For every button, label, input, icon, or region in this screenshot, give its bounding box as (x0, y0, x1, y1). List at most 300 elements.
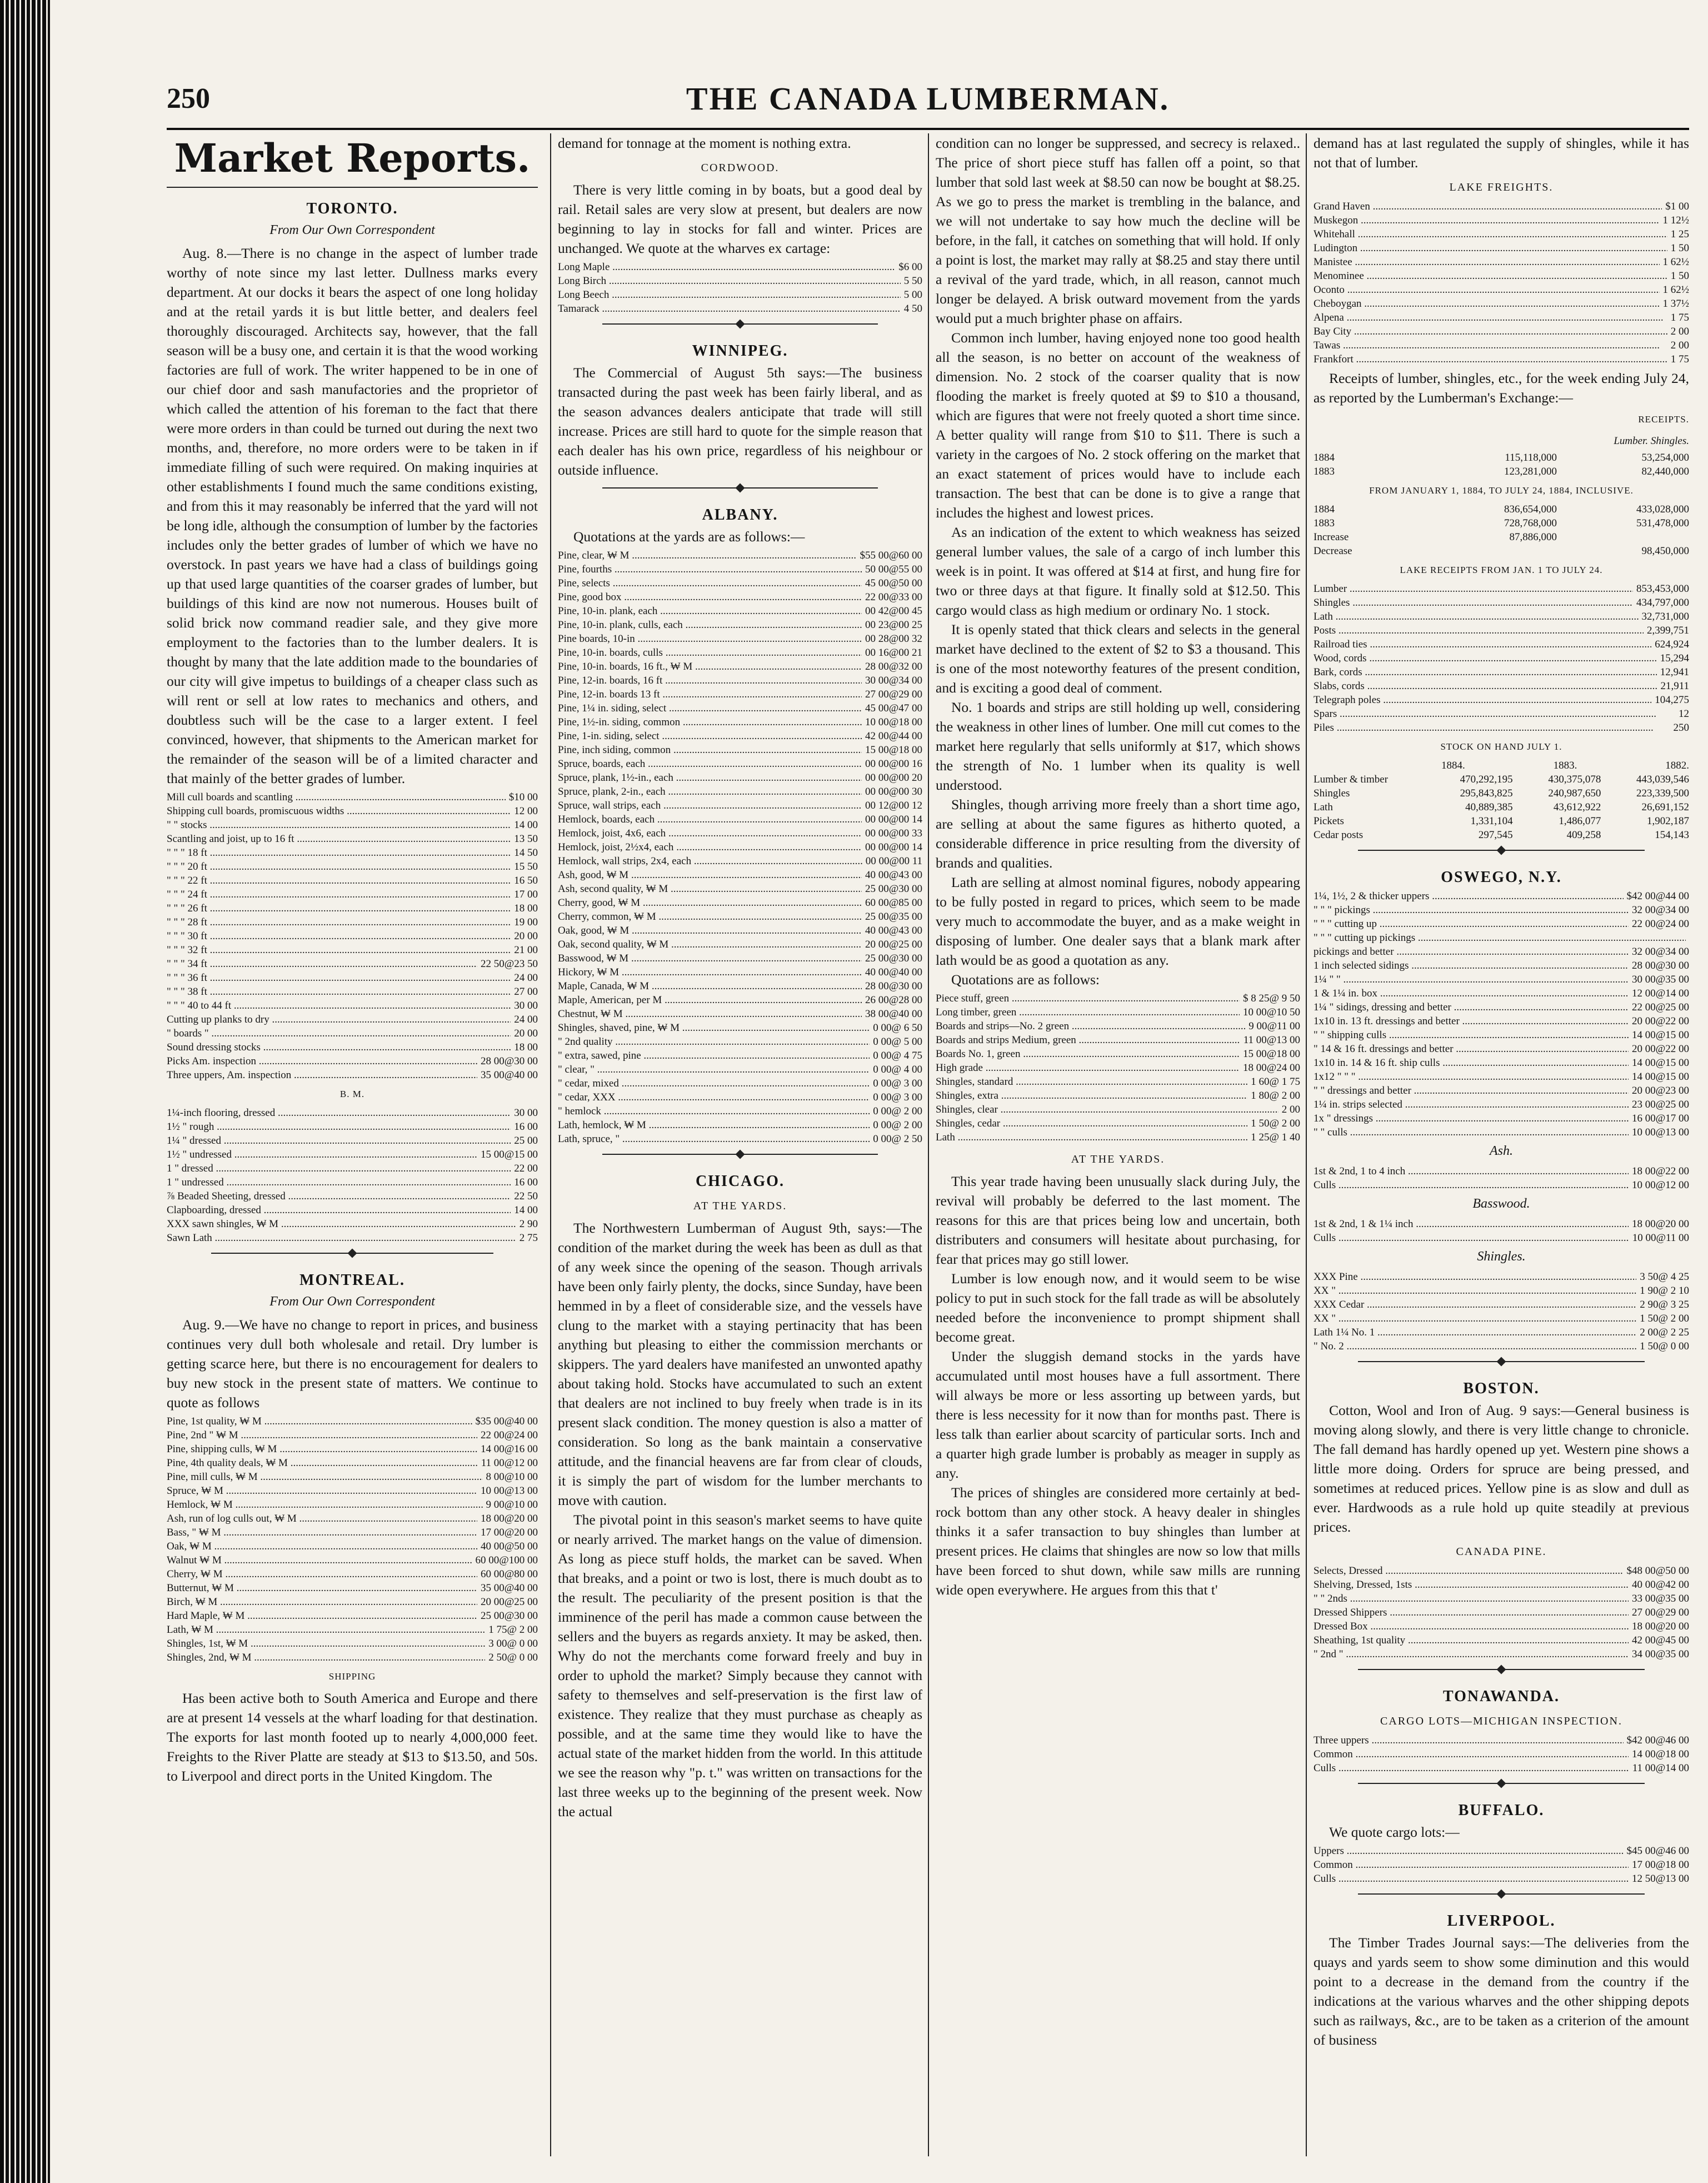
row-value: 1 75 (1670, 353, 1689, 365)
chicago-cont-para-1: condition can no longer be suppressed, and secrecy is relaxed.. The price of short piece stuff has fallen off a point, so that lumber that sold last week at $8.50 can now be bought at $8.25. As we go to press the market is trembling in the balance, and we will not undertake to say how much the decline will be before, in the fall, it catches on something that will hold. If only a point is lost, the market may rally at $8.25 and stay there until a revival of the yard trade, which, in all reason, cannot much longer be delayed. A brisk outward movement from the yards would put a much brighter phase on affairs. (936, 135, 1300, 326)
row-label: Frankfort ..... (1314, 352, 1667, 366)
row-value: 17 00@18 00 (1632, 1859, 1689, 1871)
row-label: Long Birch ..... (558, 274, 901, 288)
row-value: 17 00@20 00 (481, 1527, 538, 1538)
row-label: Culls ..... (1314, 1761, 1629, 1775)
table-row (558, 868, 922, 882)
row-value: $6 00 (898, 261, 922, 273)
row-label: 1¼ " dressed ..... (167, 1134, 511, 1148)
row-label: Pine, clear, ₩ M ..... (558, 549, 857, 562)
table-cell: Decrease (1314, 545, 1352, 557)
row-value: 18 00 (514, 1041, 538, 1053)
table-row (167, 929, 538, 943)
row-value: 35 00@40 00 (481, 1069, 538, 1081)
row-label: Cherry, good, ₩ M ..... (558, 896, 862, 910)
table-row (558, 854, 922, 868)
table-row (1314, 1000, 1689, 1014)
chicago-heading: CHICAGO. (696, 1173, 785, 1190)
table-row (558, 896, 922, 910)
row-value: 33 00@35 00 (1632, 1593, 1689, 1604)
basswood-label: Basswood. (1472, 1197, 1530, 1211)
bm-label: B. M. (339, 1089, 365, 1099)
table-row (558, 576, 922, 590)
row-value: 18 00@22 00 (1632, 1165, 1689, 1177)
row-label: Shingles, clear ..... (936, 1103, 1278, 1117)
table-row (558, 1049, 922, 1063)
table-row (1314, 269, 1689, 283)
tonawanda-table (1314, 1733, 1689, 1775)
stock-years (1314, 759, 1689, 772)
table-row (1314, 800, 1689, 814)
table-cell: 297,545 (1478, 829, 1513, 841)
table-row (167, 999, 538, 1013)
row-label: " " " 32 ft ..... (167, 943, 511, 957)
row-label: Oak, second quality, ₩ M ..... (558, 938, 862, 951)
row-label: " " " 40 to 44 ft ..... (167, 999, 511, 1013)
row-label: 1¼ " sidings, dressing and better ..... (1314, 1000, 1629, 1014)
row-label: Slabs, cords ..... (1314, 679, 1657, 693)
table-row (167, 943, 538, 957)
table-row (167, 957, 538, 971)
row-label: " " " pickings ..... (1314, 903, 1629, 917)
row-label: Telegraph poles ..... (1314, 693, 1651, 707)
row-value: 11 00@13 00 (1243, 1034, 1300, 1046)
row-value: 0 00@ 4 75 (873, 1050, 922, 1061)
table-row (936, 1130, 1300, 1144)
table-row (167, 1068, 538, 1082)
toronto-price-table (167, 790, 538, 1082)
row-label: " " " cutting up pickings ..... (1314, 931, 1686, 945)
table-cell: Lath (1314, 801, 1333, 813)
row-value: 32,731,000 (1641, 611, 1689, 622)
row-value: $55 00@60 00 (860, 550, 922, 561)
row-label: Piles ..... (1314, 721, 1670, 735)
table-row (1314, 693, 1689, 707)
table-row (167, 1148, 538, 1162)
row-label: Pine, 12-in. boards 13 ft ..... (558, 687, 862, 701)
increase-row (1314, 530, 1689, 544)
row-value: 1 80@ 2 00 (1251, 1090, 1300, 1102)
table-cell: 1884 (1314, 504, 1335, 515)
row-value: 60 00@80 00 (481, 1568, 538, 1580)
table-row (1314, 1028, 1689, 1042)
row-value: 00 00@00 14 (865, 841, 922, 853)
table-cell: 430,375,078 (1548, 774, 1601, 785)
row-label: Three uppers, Am. inspection ..... (167, 1068, 477, 1082)
row-label: Ludington ..... (1314, 241, 1667, 255)
table-cell: 40,889,385 (1465, 801, 1513, 813)
table-row (558, 260, 922, 274)
table-row (1314, 973, 1689, 986)
table-row (1314, 530, 1689, 544)
table-row (558, 632, 922, 646)
table-row (1314, 516, 1689, 530)
row-label: Pine, 10-in. boards, 16 ft., ₩ M ..... (558, 660, 862, 674)
stock-year: 1884. (1441, 760, 1465, 771)
row-label: " boards " ..... (167, 1026, 511, 1040)
table-row (1314, 1733, 1689, 1747)
row-value: 27 00@29 00 (865, 689, 922, 700)
table-cell: 223,339,500 (1636, 788, 1689, 799)
row-label: Oconto ..... (1314, 283, 1660, 297)
row-label: XXX sawn shingles, ₩ M ..... (167, 1217, 516, 1231)
row-label: 1st & 2nd, 1 & 1¼ inch ..... (1314, 1217, 1629, 1231)
table-row (167, 818, 538, 832)
row-value: 28 00@30 00 (1632, 960, 1689, 971)
table-row (167, 1428, 538, 1442)
table-row (1314, 465, 1689, 479)
row-value: 40 00@43 00 (865, 869, 922, 881)
row-value: 4 50 (903, 303, 922, 315)
row-value: 40 00@43 00 (865, 925, 922, 936)
montreal-byline: From Our Own Correspondent (269, 1294, 435, 1309)
row-value: $45 00@46 00 (1626, 1845, 1689, 1857)
row-label: Pine, 12-in. boards, 16 ft ..... (558, 674, 862, 687)
table-row (167, 901, 538, 915)
row-value: $1 00 (1665, 201, 1689, 212)
row-value: 25 00@30 00 (865, 883, 922, 895)
table-row (1314, 1217, 1689, 1231)
table-cell: 26,691,152 (1641, 801, 1689, 813)
row-label: Boards and strips Medium, green ..... (936, 1033, 1240, 1047)
row-label: " " shipping culls ..... (1314, 1028, 1629, 1042)
row-label: Hemlock, joist, 4x6, each ..... (558, 826, 862, 840)
row-label: Scantling and joist, up to 16 ft ..... (167, 832, 511, 846)
row-value: 0 00@ 2 00 (873, 1105, 922, 1117)
row-label: Culls ..... (1314, 1872, 1629, 1886)
table-row (1314, 707, 1689, 721)
table-cell: 1,331,104 (1470, 815, 1513, 827)
table-row (1314, 241, 1689, 255)
row-value: 15 00@18 00 (1243, 1048, 1300, 1060)
column-2 (550, 133, 922, 2156)
row-value: 18 00@24 00 (1243, 1062, 1300, 1074)
row-label: Piece stuff, green ..... (936, 991, 1240, 1005)
table-row (167, 1175, 538, 1189)
table-cell: 1884 (1314, 452, 1335, 463)
row-label: 1½ " rough ..... (167, 1120, 511, 1134)
row-value: 2 90 (519, 1218, 538, 1230)
row-label: Pine, 10-in. plank, each ..... (558, 604, 862, 618)
table-row (558, 993, 922, 1007)
table-row (1314, 1858, 1689, 1872)
table-row (936, 1103, 1300, 1117)
row-label: Lumber ..... (1314, 582, 1633, 596)
table-cell: 53,254,000 (1641, 452, 1689, 463)
table-row (167, 1637, 538, 1651)
table-row (167, 860, 538, 874)
table-row (1314, 596, 1689, 610)
row-value: 624,924 (1655, 639, 1689, 650)
buffalo-heading: BUFFALO. (1458, 1802, 1545, 1819)
row-label: Alpena ..... (1314, 311, 1667, 325)
table-row (558, 840, 922, 854)
table-cell: Shingles (1314, 788, 1350, 799)
montreal-heading: MONTREAL. (299, 1272, 405, 1289)
row-value: 1 75@ 2 00 (488, 1624, 538, 1636)
table-row (1314, 986, 1689, 1000)
row-label: Cherry, ₩ M ..... (167, 1567, 477, 1581)
row-value: 00 16@00 21 (865, 647, 922, 659)
table-row (1314, 502, 1689, 516)
divider (1358, 1361, 1645, 1369)
row-value: 20 00@25 00 (481, 1596, 538, 1608)
table-row (1314, 325, 1689, 338)
table-row (167, 1120, 538, 1134)
divider (1358, 1893, 1645, 1901)
table-row (1314, 1872, 1689, 1886)
row-value: 27 00 (514, 986, 538, 998)
row-value: 14 00 (514, 1204, 538, 1216)
row-label: XX " ..... (1314, 1284, 1636, 1298)
row-value: 10 00@13 00 (481, 1485, 538, 1497)
row-value: 24 00 (514, 1014, 538, 1025)
ash-table (1314, 1164, 1689, 1192)
row-value: 0 00@ 2 00 (873, 1119, 922, 1131)
row-label: Sawn Lath ..... (167, 1231, 516, 1245)
table-row (1314, 637, 1689, 651)
table-row (1314, 311, 1689, 325)
row-label: 1x10 in. 14 & 16 ft. ship culls ..... (1314, 1056, 1629, 1070)
shingles-label: Shingles. (1477, 1249, 1526, 1264)
stock-year: 1882. (1665, 760, 1689, 771)
row-label: Chestnut, ₩ M ..... (558, 1007, 862, 1021)
table-row (1314, 1298, 1689, 1312)
row-value: 22 00 (514, 1163, 538, 1174)
row-value: 1 50@ 0 00 (1640, 1340, 1689, 1352)
page-binding-edge (0, 0, 50, 2183)
table-cell: 1,486,077 (1559, 815, 1601, 827)
winnipeg-heading: WINNIPEG. (692, 342, 788, 360)
row-value: 20 00 (514, 1028, 538, 1039)
lake-receipts-table (1314, 582, 1689, 735)
chicago-cont-para-3: As an indication of the extent to which weakness has seized general lumber values, the sale of a cargo of inch lumber this week is in point. It was offered at $14 at first, and hung fire for two or three days at that figure. It finally sold at $12.50. This cargo would class as high medium or ordinary No. 1 stock. (936, 524, 1300, 618)
table-row (1314, 1125, 1689, 1139)
row-value: 13 50 (514, 833, 538, 845)
row-label: 1 " dressed ..... (167, 1162, 511, 1175)
row-label: Oak, ₩ M ..... (167, 1539, 477, 1553)
table-cell: 98,450,000 (1641, 545, 1689, 557)
chicago-price-table (936, 991, 1300, 1144)
table-row (558, 618, 922, 632)
row-value: 1 62½ (1662, 284, 1689, 296)
row-value: 2 00 (1670, 326, 1689, 337)
divider (602, 487, 878, 495)
receipts-label: RECEIPTS. (1638, 414, 1689, 425)
chicago-cont-para-2: Common inch lumber, having enjoyed none too good health all the season, is no better on account of the weakness of dimension. No. 2 stock of the coarser quality that is now flooding the market is freely quoted at $9 to $10 a thousand, which are figures that were not freely quoted a short time since. A better quality will range from $10 to $11. There is such a variety in the cargoes of No. 2 stock offering on the market that an exact statement of prices would have to include each transaction. The best that can be done is to give a range that includes the highest and lowest prices. (936, 330, 1300, 521)
canada-pine-heading: CANADA PINE. (1456, 1546, 1547, 1558)
row-value: 32 00@34 00 (1632, 946, 1689, 958)
table-row (1314, 1270, 1689, 1284)
divider (602, 323, 878, 331)
table-cell: 240,987,650 (1548, 788, 1601, 799)
row-label: XXX Cedar ..... (1314, 1298, 1636, 1312)
table-row (558, 1035, 922, 1049)
row-value: 20 00@25 00 (865, 939, 922, 950)
table-row (167, 1651, 538, 1664)
decrease-row (1314, 544, 1689, 558)
chicago-cont-para-10: Under the sluggish demand stocks in the yards have accumulated until most houses have a full assortment. There will always be more or less assorting up between yards, but there is less necessity for it now than for months past. There is less talk than earlier about scarcity of particular sorts. Inch and a quarter high grade lumber is probably as meager in supply as any. (936, 1348, 1300, 1481)
row-label: Posts ..... (1314, 624, 1644, 637)
row-value: 0 00@ 3 00 (873, 1078, 922, 1089)
row-value: 853,453,000 (1636, 583, 1689, 595)
row-label: Muskegon ..... (1314, 213, 1660, 227)
row-value: 20 00@22 00 (1632, 1043, 1689, 1055)
table-row (167, 832, 538, 846)
row-label: Boards No. 1, green ..... (936, 1047, 1240, 1061)
row-label: Menominee ..... (1314, 269, 1667, 283)
row-label: Ash, run of log culls out, ₩ M ..... (167, 1512, 477, 1526)
row-value: 2 00@ 2 25 (1640, 1327, 1689, 1338)
row-value: 1 25@ 1 40 (1251, 1132, 1300, 1143)
row-label: Pine, 1st quality, ₩ M ..... (167, 1414, 472, 1428)
row-label: " 2nd " ..... (1314, 1647, 1629, 1661)
row-value: 26 00@28 00 (865, 994, 922, 1006)
row-value: 28 00@30 00 (481, 1055, 538, 1067)
row-label: Spruce, plank, 1½-in., each ..... (558, 771, 862, 785)
row-value: 27 00@29 00 (1632, 1607, 1689, 1618)
divider (211, 1253, 493, 1260)
row-value: 12 (1679, 708, 1689, 720)
row-label: Pine, selects ..... (558, 576, 862, 590)
table-row (167, 1162, 538, 1175)
row-value: 18 00 (514, 903, 538, 914)
row-value: 34 00@35 00 (1632, 1648, 1689, 1660)
albany-price-table (558, 549, 922, 1146)
table-row (167, 1484, 538, 1498)
row-label: Grand Haven ..... (1314, 200, 1662, 213)
row-value: 3 00@ 0 00 (488, 1638, 538, 1649)
table-row (167, 1040, 538, 1054)
table-row (1314, 582, 1689, 596)
row-value: 2 00 (1670, 340, 1689, 351)
row-value: 28 00@32 00 (865, 661, 922, 672)
row-label: Sheathing, 1st quality ..... (1314, 1633, 1629, 1647)
table-cell: Lumber & timber (1314, 774, 1389, 785)
row-value: 10 00@18 00 (865, 716, 922, 728)
row-value: 30 00@34 00 (865, 675, 922, 686)
table-row (558, 646, 922, 660)
table-cell: 409,258 (1566, 829, 1601, 841)
table-cell: 1883 (1314, 517, 1335, 529)
row-label: Shelving, Dressed, 1sts ..... (1314, 1578, 1629, 1592)
row-value: 0 00@ 5 00 (873, 1036, 922, 1048)
row-value: 1 75 (1670, 312, 1689, 323)
row-value: 15,294 (1660, 652, 1689, 664)
table-row (1314, 1592, 1689, 1606)
stock-table (1314, 772, 1689, 842)
table-row (167, 846, 538, 860)
table-row (1314, 1633, 1689, 1647)
buffalo-intro: We quote cargo lots:— (1329, 1824, 1460, 1840)
row-value: 12,941 (1660, 666, 1689, 678)
row-value: 5 00 (903, 289, 922, 301)
montreal-price-table (167, 1414, 538, 1664)
table-row (1314, 297, 1689, 311)
table-row (167, 1470, 538, 1484)
table-row (1314, 889, 1689, 903)
table-row (558, 951, 922, 965)
row-label: " " " 28 ft ..... (167, 915, 511, 929)
row-value: 00 00@00 20 (865, 772, 922, 784)
table-row (167, 888, 538, 901)
row-label: Manistee ..... (1314, 255, 1660, 269)
stock-heading: STOCK ON HAND JULY 1. (1440, 741, 1562, 752)
table-row (936, 991, 1300, 1005)
row-label: " " " 18 ft ..... (167, 846, 511, 860)
row-value: 12 50@13 00 (1632, 1873, 1689, 1885)
row-value: 1 50 (1670, 242, 1689, 254)
row-label: Butternut, ₩ M ..... (167, 1581, 477, 1595)
table-row (1314, 1578, 1689, 1592)
table-row (558, 701, 922, 715)
row-value: 00 23@00 25 (865, 619, 922, 631)
row-label: 1 " undressed ..... (167, 1175, 511, 1189)
row-label: Pine, inch siding, common ..... (558, 743, 862, 757)
row-label: Spruce, ₩ M ..... (167, 1484, 477, 1498)
row-value: 22 00@33 00 (865, 591, 922, 603)
row-value: 18 00@20 00 (1632, 1218, 1689, 1230)
row-value: $35 00@40 00 (475, 1416, 538, 1427)
row-label: Pine, mill culls, ₩ M ..... (167, 1470, 483, 1484)
row-label: Tamarack ..... (558, 302, 901, 316)
table-row (558, 743, 922, 757)
table-row (558, 813, 922, 826)
table-row (1314, 1325, 1689, 1339)
table-row (558, 785, 922, 799)
table-row (1314, 1747, 1689, 1761)
row-label: " " dressings and better ..... (1314, 1084, 1629, 1098)
row-value: 00 00@00 11 (865, 855, 922, 867)
yards-subheading: AT THE YARDS. (1071, 1153, 1165, 1165)
row-value: 28 00@30 00 (865, 980, 922, 992)
divider (1358, 1783, 1645, 1791)
row-label: Spars ..... (1314, 707, 1675, 721)
table-row (558, 1063, 922, 1076)
table-row (1314, 213, 1689, 227)
row-value: 40 00@40 00 (865, 966, 922, 978)
row-label: " " " 38 ft ..... (167, 985, 511, 999)
table-row (1314, 451, 1689, 465)
table-row (167, 1026, 538, 1040)
row-value: 42 00@44 00 (865, 730, 922, 742)
cordwood-table (558, 260, 922, 316)
row-value: 14 00@15 00 (1632, 1029, 1689, 1041)
row-label: Shingles, extra ..... (936, 1089, 1247, 1103)
table-cell: 154,143 (1655, 829, 1689, 841)
basswood-table (1314, 1217, 1689, 1245)
row-label: Bay City ..... (1314, 325, 1667, 338)
row-value: 30 00 (514, 1107, 538, 1119)
table-row (1314, 255, 1689, 269)
table-row (1314, 772, 1689, 786)
row-value: 16 50 (514, 875, 538, 886)
row-value: 15 00@15 00 (481, 1149, 538, 1160)
table-row (1314, 1284, 1689, 1298)
row-label: 1x " dressings ..... (1314, 1112, 1629, 1125)
section-title: Market Reports. (167, 133, 538, 188)
row-label: Shingles, standard ..... (936, 1075, 1247, 1089)
row-value: 22 00@24 00 (481, 1429, 538, 1441)
table-row (558, 1104, 922, 1118)
row-value: 5 50 (903, 275, 922, 287)
row-label: 1¼, 1½, 2 & thicker uppers ..... (1314, 889, 1624, 903)
row-label: Culls ..... (1314, 1178, 1629, 1192)
row-value: 14 00@15 00 (1632, 1057, 1689, 1069)
row-label: Oak, good, ₩ M ..... (558, 924, 862, 938)
montreal-para: Aug. 9.—We have no change to report in prices, and business continues very dull both wholesale and retail. Dry lumber is getting scarce here, but there is no encouragement for dealers to buy new stock in the present state of matters. We continue to quote as follows (167, 1317, 538, 1411)
table-row (558, 1132, 922, 1146)
